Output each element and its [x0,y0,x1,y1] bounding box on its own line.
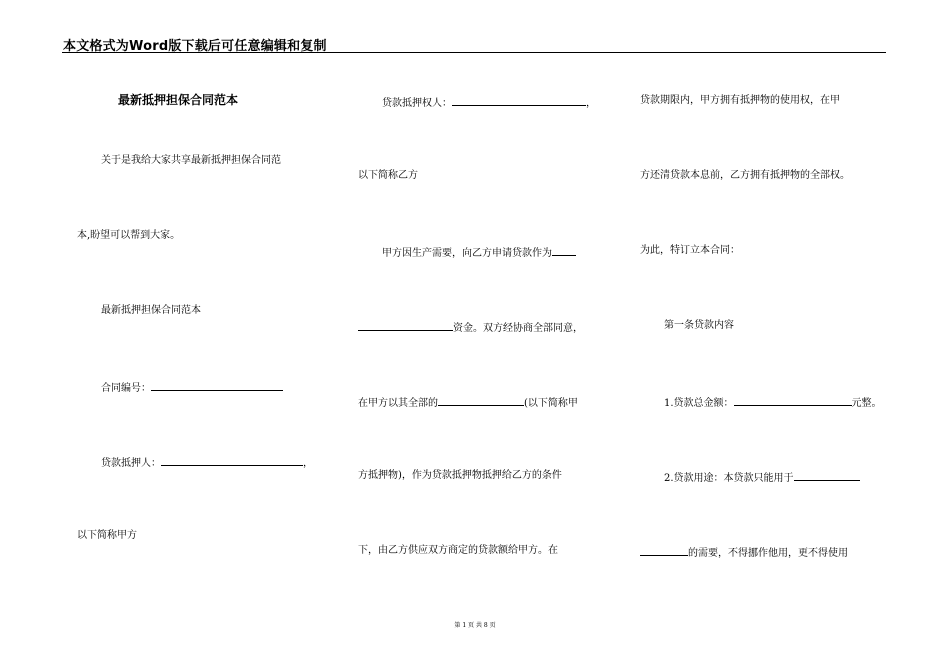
loan-use-row [664,470,860,485]
loan-amount-label: 1.贷款总金额： [664,398,734,409]
mortgagee-row [382,95,596,110]
header-title: 本文格式为Word版下载后可任意编辑和复制 [63,39,327,54]
col3-line2: 方还清贷款本息前，乙方拥有抵押物的全部权。 [640,170,850,181]
loan-purpose-blank-1 [552,245,576,256]
loan-amount-row [664,395,882,410]
col2-line2: 以下简称乙方 [358,170,418,181]
col1-line2: 本,盼望可以帮到大家。 [77,230,181,241]
mortgagor-row [101,455,313,470]
col2-line3-row [382,245,576,260]
col2-line4: 资金。双方经协商全部同意， [453,323,583,334]
col3-line4: 第一条贷款内容 [664,320,734,331]
loan-use-blank-1 [794,470,860,481]
collateral-blank [438,395,524,406]
col2-line5-row [358,395,578,410]
mortgagor-end: ， [303,458,313,469]
loan-purpose-blank-2 [358,320,453,331]
contract-number-blank [151,380,283,391]
col1-line6: 以下简称甲方 [77,530,137,541]
col3-line7: 的需要，不得挪作他用，更不得使用 [688,548,848,559]
col2-line3: 甲方因生产需要，向乙方申请贷款作为 [382,248,552,259]
col1-line1: 关于是我给大家共享最新抵押担保合同范 [101,155,281,166]
col2-line4-row [358,320,583,335]
loan-use-label: 2.贷款用途：本贷款只能用于 [664,473,794,484]
col3-line3: 为此，特订立本合同： [640,245,740,256]
col2-line6: 方抵押物)，作为贷款抵押物抵押给乙方的条件 [358,470,562,481]
contract-number-row [101,380,283,395]
col2-line5b: (以下简称甲 [524,398,578,409]
col3-line7-row [640,545,848,560]
contract-number-label: 合同编号： [101,383,151,394]
col2-line5a: 在甲方以其全部的 [358,398,438,409]
mortgagee-blank [452,95,586,106]
header-rule [62,52,886,53]
mortgagee-end: ， [586,98,596,109]
loan-amount-end: 元整。 [851,398,882,409]
mortgagee-label: 贷款抵押权人： [382,98,452,109]
loan-use-blank-2 [640,545,688,556]
loan-amount-blank [734,395,852,406]
col2-line7: 下，由乙方供应双方商定的贷款额给甲方。在 [358,545,558,556]
mortgagor-blank [161,455,303,466]
page-footer: 第 1 页 共 8 页 [454,622,496,629]
col3-line1: 贷款期限内，甲方拥有抵押物的使用权，在甲 [640,95,840,106]
document-title: 最新抵押担保合同范本 [118,93,239,107]
col1-line3: 最新抵押担保合同范本 [101,305,201,316]
mortgagor-label: 贷款抵押人： [101,458,161,469]
